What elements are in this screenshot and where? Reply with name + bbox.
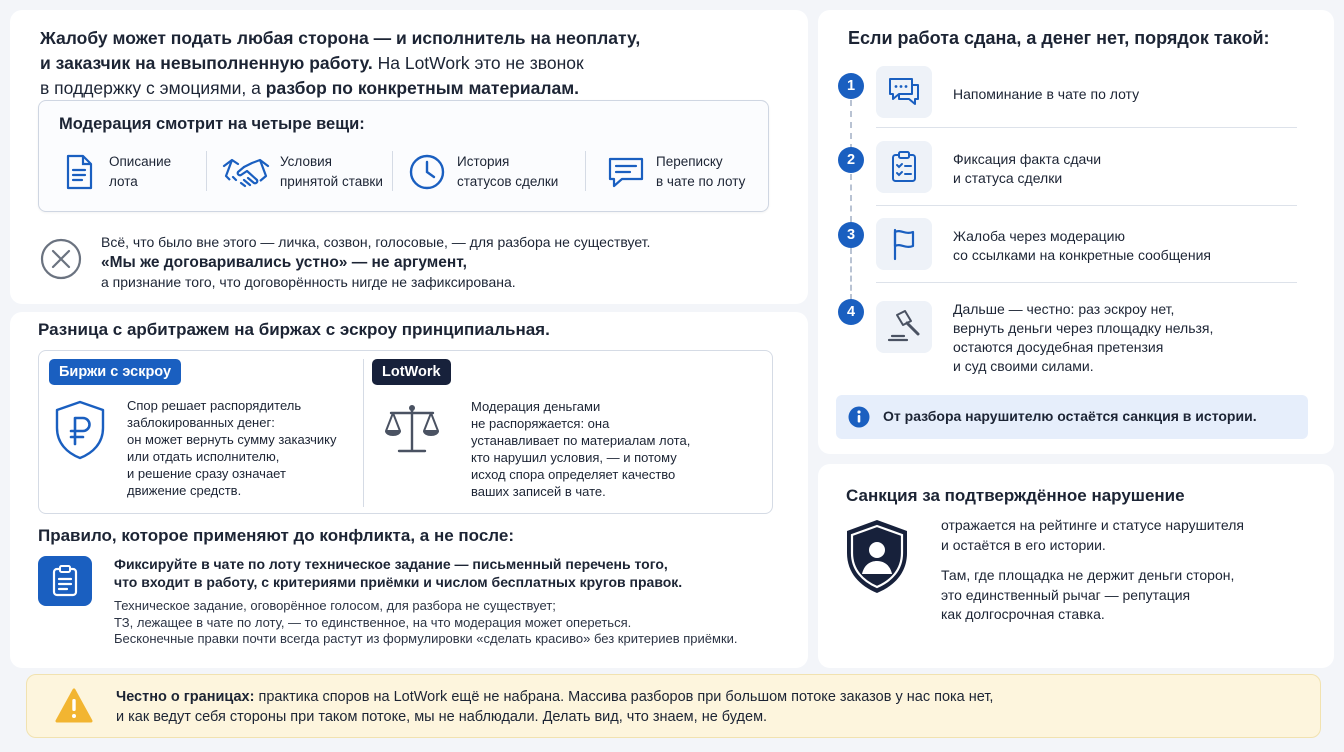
gavel-icon bbox=[876, 301, 932, 353]
lotwork-line: исход спора определяет качество bbox=[471, 467, 676, 482]
divider bbox=[206, 151, 207, 191]
lead-line-1: Жалобу может подать любая сторона — и исполнитель на неоплату, bbox=[40, 28, 641, 48]
cross-circle-icon bbox=[40, 238, 82, 280]
limits-text bbox=[116, 687, 993, 727]
rule-small-line: Бесконечные правки почти всегда растут из формулировки «сделать красиво» без критериев приёмки. bbox=[114, 631, 738, 646]
outside-line-2: «Мы же договаривались устно» — не аргумент, bbox=[101, 254, 467, 271]
step-line: Напоминание в чате по лоту bbox=[953, 86, 1140, 102]
step-number: 2 bbox=[838, 147, 864, 173]
lotwork-line: кто нарушил условия, — и потому bbox=[471, 450, 677, 465]
rule-small-line: Техническое задание, оговорённое голосом, для разбора не существует; bbox=[114, 598, 556, 613]
rule-bold-text bbox=[114, 555, 682, 591]
step-line: вернуть деньги через площадку нельзя, bbox=[953, 320, 1214, 336]
warning-icon bbox=[55, 688, 93, 724]
complaint-card bbox=[10, 10, 808, 304]
divider bbox=[876, 282, 1297, 283]
step-line: Жалоба через модерацию bbox=[953, 228, 1125, 244]
outside-line-1: Всё, что было вне этого — личка, созвон, голосовые, — для разбора не существует. bbox=[101, 234, 651, 250]
moderation-item-line2: статусов сделки bbox=[457, 174, 559, 189]
info-text: От разбора нарушителю остаётся санкция в истории. bbox=[883, 408, 1257, 424]
comparison-box bbox=[38, 350, 773, 514]
moderation-item-description bbox=[59, 149, 171, 195]
sanction-line: отражается на рейтинге и статусе нарушителя bbox=[941, 517, 1244, 533]
limits-bold: Честно о границах: bbox=[116, 689, 255, 705]
lead-line-3: в поддержку с эмоциями, а bbox=[40, 78, 266, 98]
chat-bubbles-icon bbox=[876, 66, 932, 118]
sanction-line: это единственный рычаг — репутация bbox=[941, 586, 1191, 603]
lead-line-3-bold: разбор по конкретным материалам. bbox=[265, 78, 580, 98]
clock-icon bbox=[407, 152, 447, 192]
escrow-line: он может вернуть сумму заказчику bbox=[127, 432, 337, 447]
rule-small-text bbox=[114, 598, 738, 648]
escrow-line: заблокированных денег: bbox=[127, 415, 275, 430]
limits-line-1: практика споров на LotWork ещё не набрана. Массива разборов при большом потоке заказов у нас пока нет, bbox=[254, 689, 994, 705]
moderation-title: Модерация смотрит на четыре вещи: bbox=[59, 115, 365, 133]
lead-line-2: На LotWork это не звонок bbox=[372, 53, 584, 73]
escrow-line: или отдать исполнителю, bbox=[127, 449, 280, 464]
step-number: 4 bbox=[838, 299, 864, 325]
handshake-icon bbox=[222, 152, 270, 192]
step-line: Фиксация факта сдачи bbox=[953, 151, 1102, 167]
lotwork-line: устанавливает по материалам лота, bbox=[471, 433, 691, 448]
document-icon bbox=[59, 152, 99, 192]
lotwork-tag: LotWork bbox=[372, 359, 451, 385]
step-line: со ссылками на конкретные сообщения bbox=[953, 247, 1211, 263]
moderation-item-line1: Описание bbox=[109, 154, 172, 169]
outside-line-3: а признание того, что договорённость нигде не зафиксирована. bbox=[101, 274, 516, 290]
step-connector bbox=[850, 100, 852, 150]
lotwork-line: Модерация деньгами bbox=[471, 399, 601, 414]
step-connector bbox=[850, 248, 852, 300]
rule-small-line: ТЗ, лежащее в чате по лоту, — то единственное, на что модерация может опереться. bbox=[114, 614, 632, 630]
escrow-text bbox=[127, 397, 336, 499]
escrow-line: движение средств. bbox=[127, 483, 242, 498]
step-text bbox=[953, 227, 1211, 265]
divider bbox=[392, 151, 393, 191]
lead-paragraph bbox=[40, 26, 800, 101]
moderation-item-terms bbox=[222, 149, 383, 195]
step-connector bbox=[850, 174, 852, 222]
divider bbox=[363, 359, 364, 507]
scales-icon bbox=[383, 401, 441, 457]
user-shield-icon bbox=[844, 518, 910, 596]
lotwork-line: ваших записей в чате. bbox=[471, 484, 606, 499]
escrow-tag: Биржи с эскроу bbox=[49, 359, 181, 385]
moderation-item-line1: Переписку bbox=[656, 154, 723, 169]
sanction-p1 bbox=[941, 516, 1244, 555]
chat-icon bbox=[606, 152, 646, 192]
moderation-item-line2: принятой ставки bbox=[280, 174, 383, 189]
moderation-item-history bbox=[407, 149, 558, 195]
step-number: 1 bbox=[838, 73, 864, 99]
divider bbox=[585, 151, 586, 191]
moderation-item-line1: Условия bbox=[280, 154, 332, 169]
info-note bbox=[836, 395, 1308, 439]
clipboard-icon bbox=[38, 556, 92, 606]
moderation-item-chat bbox=[606, 149, 745, 195]
moderation-item-line1: История bbox=[457, 154, 510, 169]
difference-title: Разница с арбитражем на биржах с эскроу принципиальная. bbox=[38, 320, 550, 339]
moderation-item-line2: в чате по лоту bbox=[656, 174, 746, 189]
clipboard-check-icon bbox=[876, 141, 932, 193]
lead-line-2-bold: и заказчик на невыполненную работу. bbox=[40, 53, 373, 73]
sanction-card bbox=[818, 464, 1334, 668]
limits-banner bbox=[26, 674, 1321, 738]
outside-notice bbox=[40, 234, 800, 294]
step-text bbox=[953, 85, 1139, 104]
lotwork-line: не распоряжается: она bbox=[471, 416, 610, 431]
sanction-title: Санкция за подтверждённое нарушение bbox=[846, 486, 1185, 505]
ruble-shield-icon bbox=[51, 399, 109, 461]
steps-title: Если работа сдана, а денег нет, порядок такой: bbox=[848, 28, 1270, 48]
sanction-line: как долгосрочная ставка. bbox=[941, 606, 1105, 622]
rule-bold-line: что входит в работу, с критериями приёмки и числом бесплатных кругов правок. bbox=[114, 574, 683, 590]
divider bbox=[876, 127, 1297, 128]
limits-line-2: и как ведут себя стороны при таком потоке, мы не наблюдали. Делать вид, что знаем, не будем. bbox=[116, 709, 768, 725]
flag-icon bbox=[876, 218, 932, 270]
rule-bold-line: Фиксируйте в чате по лоту техническое задание — письменный перечень того, bbox=[114, 556, 668, 572]
difference-card bbox=[10, 312, 808, 668]
moderation-item-line2: лота bbox=[109, 174, 138, 189]
step-text bbox=[953, 150, 1101, 188]
rule-title: Правило, которое применяют до конфликта, а не после: bbox=[38, 526, 514, 545]
step-line: остаются досудебная претензия bbox=[953, 339, 1164, 355]
step-line: и суд своими силами. bbox=[953, 358, 1094, 374]
divider bbox=[876, 205, 1297, 206]
escrow-line: и решение сразу означает bbox=[127, 466, 286, 481]
step-text bbox=[953, 300, 1213, 376]
sanction-line: Там, где площадка не держит деньги сторон, bbox=[941, 567, 1235, 583]
sanction-p2 bbox=[941, 566, 1234, 625]
moderation-box bbox=[38, 100, 769, 212]
escrow-line: Спор решает распорядитель bbox=[127, 398, 302, 413]
step-line: и статуса сделки bbox=[953, 170, 1063, 186]
steps-card bbox=[818, 10, 1334, 454]
lotwork-text bbox=[471, 398, 690, 500]
step-number: 3 bbox=[838, 222, 864, 248]
sanction-line: и остаётся в его истории. bbox=[941, 536, 1106, 553]
info-icon bbox=[848, 406, 870, 428]
step-line: Дальше — честно: раз эскроу нет, bbox=[953, 301, 1175, 317]
